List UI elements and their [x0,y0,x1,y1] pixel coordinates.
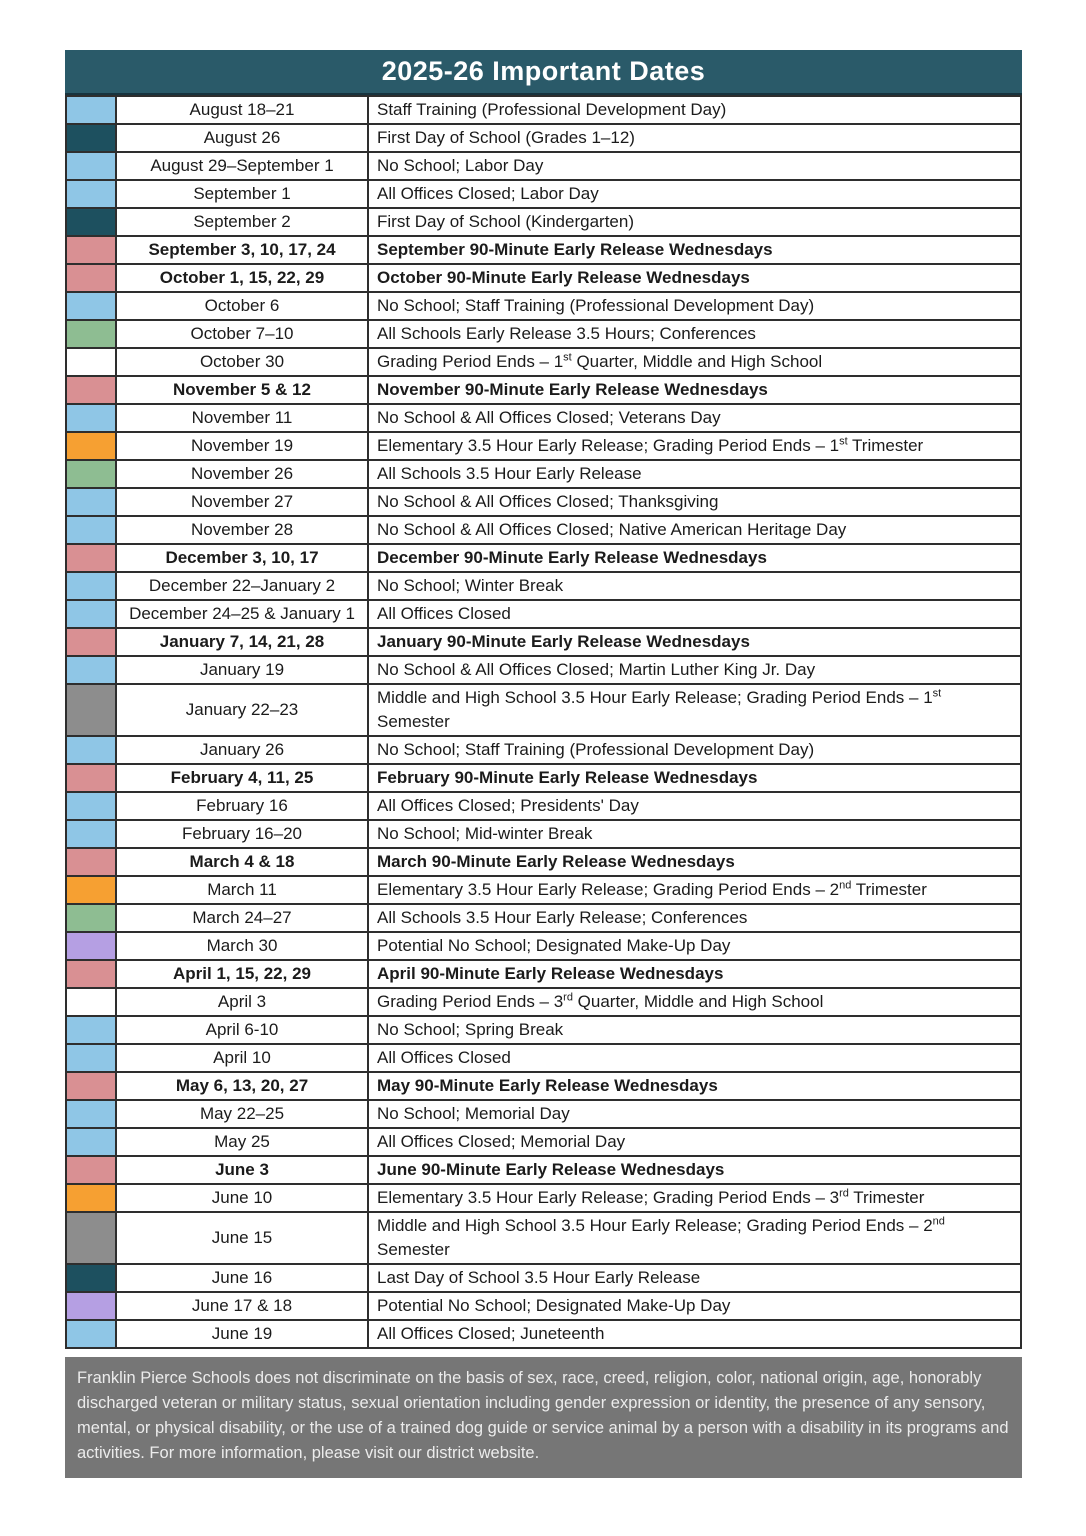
table-row [66,96,1021,124]
table-row [66,932,1021,960]
color-swatch-blue [66,96,116,124]
table-row [66,628,1021,656]
table-row [66,656,1021,684]
event-cell: No School; Memorial Day [368,1100,1021,1128]
date-cell: March 24–27 [116,904,368,932]
event-cell: Middle and High School 3.5 Hour Early Release; Grading Period Ends – 2nd Semester [368,1212,1021,1264]
event-cell: No School & All Offices Closed; Native American Heritage Day [368,516,1021,544]
date-cell: October 30 [116,348,368,376]
date-cell: April 1, 15, 22, 29 [116,960,368,988]
table-row [66,488,1021,516]
event-cell: First Day of School (Grades 1–12) [368,124,1021,152]
date-cell: November 5 & 12 [116,376,368,404]
page-title-text: 2025-26 Important Dates [381,56,706,86]
table-row [66,764,1021,792]
date-cell: October 6 [116,292,368,320]
date-cell: February 16–20 [116,820,368,848]
event-cell: December 90-Minute Early Release Wednesdays [368,544,1021,572]
event-cell: November 90-Minute Early Release Wednesdays [368,376,1021,404]
color-swatch-blue [66,792,116,820]
date-cell: December 24–25 & January 1 [116,600,368,628]
date-cell: August 29–September 1 [116,152,368,180]
event-cell: Grading Period Ends – 3rd Quarter, Middle and High School [368,988,1021,1016]
color-swatch-salmon [66,376,116,404]
date-cell: January 26 [116,736,368,764]
color-swatch-green [66,320,116,348]
table-row [66,572,1021,600]
event-cell: Last Day of School 3.5 Hour Early Release [368,1264,1021,1292]
date-cell: November 28 [116,516,368,544]
color-swatch-teal [66,208,116,236]
table-row [66,180,1021,208]
table-row [66,1072,1021,1100]
event-cell: All Offices Closed; Presidents' Day [368,792,1021,820]
color-swatch-salmon [66,236,116,264]
color-swatch-teal [66,124,116,152]
event-cell: Middle and High School 3.5 Hour Early Release; Grading Period Ends – 1st Semester [368,684,1021,736]
color-swatch-blue [66,404,116,432]
nondiscrimination-notice: Franklin Pierce Schools does not discriminate on the basis of sex, race, creed, religion, color, national origin, age, honorably discharged veteran or military status, sexual orientation including gender expression or identity, the presence of any sensory, mental, or physical disability, or the use of a trained dog guide or service animal by a person with a disability in its programs and activities. For more information, please visit our district website. [65,1357,1022,1478]
date-cell: April 6-10 [116,1016,368,1044]
table-row [66,1292,1021,1320]
color-swatch-orange [66,432,116,460]
date-cell: May 25 [116,1128,368,1156]
date-cell: December 3, 10, 17 [116,544,368,572]
event-cell: All Schools Early Release 3.5 Hours; Conferences [368,320,1021,348]
date-cell: March 4 & 18 [116,848,368,876]
event-cell: All Schools 3.5 Hour Early Release; Conferences [368,904,1021,932]
color-swatch-gray [66,1212,116,1264]
color-swatch-orange [66,876,116,904]
date-cell: November 27 [116,488,368,516]
event-cell: No School; Staff Training (Professional Development Day) [368,292,1021,320]
page-title [65,50,1022,95]
event-cell: First Day of School (Kindergarten) [368,208,1021,236]
table-row [66,292,1021,320]
date-cell: March 11 [116,876,368,904]
table-row [66,1128,1021,1156]
event-cell: All Offices Closed; Labor Day [368,180,1021,208]
table-row [66,988,1021,1016]
event-cell: April 90-Minute Early Release Wednesdays [368,960,1021,988]
event-cell: No School & All Offices Closed; Martin Luther King Jr. Day [368,656,1021,684]
color-swatch-blue [66,572,116,600]
color-swatch-blue [66,656,116,684]
date-cell: February 16 [116,792,368,820]
color-swatch-salmon [66,628,116,656]
event-cell: Elementary 3.5 Hour Early Release; Grading Period Ends – 1st Trimester [368,432,1021,460]
table-row [66,848,1021,876]
color-swatch-blue [66,488,116,516]
date-cell: September 1 [116,180,368,208]
table-row [66,600,1021,628]
color-swatch-blue [66,1100,116,1128]
date-cell: October 1, 15, 22, 29 [116,264,368,292]
date-cell: September 3, 10, 17, 24 [116,236,368,264]
date-cell: November 26 [116,460,368,488]
table-row [66,1156,1021,1184]
color-swatch-blue [66,180,116,208]
event-cell: No School; Spring Break [368,1016,1021,1044]
event-cell: June 90-Minute Early Release Wednesdays [368,1156,1021,1184]
event-cell: No School; Staff Training (Professional Development Day) [368,736,1021,764]
table-row [66,264,1021,292]
color-swatch-salmon [66,1156,116,1184]
table-row [66,460,1021,488]
color-swatch-purple [66,932,116,960]
color-swatch-salmon [66,764,116,792]
table-row [66,320,1021,348]
table-row [66,684,1021,736]
color-swatch-gray [66,684,116,736]
color-swatch-green [66,460,116,488]
date-cell: August 18–21 [116,96,368,124]
event-cell: All Offices Closed; Memorial Day [368,1128,1021,1156]
event-cell: All Offices Closed; Juneteenth [368,1320,1021,1348]
date-cell: June 16 [116,1264,368,1292]
date-cell: March 30 [116,932,368,960]
table-row [66,1016,1021,1044]
table-row [66,904,1021,932]
color-swatch-blue [66,152,116,180]
color-swatch-blue [66,1016,116,1044]
date-cell: May 22–25 [116,1100,368,1128]
date-cell: January 22–23 [116,684,368,736]
table-row [66,820,1021,848]
event-cell: No School & All Offices Closed; Veterans Day [368,404,1021,432]
color-swatch-purple [66,1292,116,1320]
color-swatch-salmon [66,960,116,988]
important-dates-table [65,95,1022,1349]
table-row [66,348,1021,376]
color-swatch-blue [66,736,116,764]
date-cell: November 19 [116,432,368,460]
color-swatch-salmon [66,848,116,876]
date-cell: June 19 [116,1320,368,1348]
date-cell: September 2 [116,208,368,236]
color-swatch-salmon [66,1072,116,1100]
color-swatch-blue [66,1044,116,1072]
date-cell: August 26 [116,124,368,152]
table-body [66,96,1021,1348]
date-cell: December 22–January 2 [116,572,368,600]
event-cell: May 90-Minute Early Release Wednesdays [368,1072,1021,1100]
date-cell: June 10 [116,1184,368,1212]
event-cell: No School; Labor Day [368,152,1021,180]
table-row [66,404,1021,432]
table-row [66,1264,1021,1292]
date-cell: June 3 [116,1156,368,1184]
table-row [66,544,1021,572]
table-row [66,792,1021,820]
color-swatch-teal [66,1264,116,1292]
event-cell: March 90-Minute Early Release Wednesdays [368,848,1021,876]
color-swatch-white [66,988,116,1016]
table-row [66,516,1021,544]
date-cell: June 17 & 18 [116,1292,368,1320]
table-row [66,376,1021,404]
table-row [66,236,1021,264]
event-cell: Staff Training (Professional Development Day) [368,96,1021,124]
date-cell: November 11 [116,404,368,432]
event-cell: No School; Winter Break [368,572,1021,600]
date-cell: January 19 [116,656,368,684]
table-row [66,736,1021,764]
table-row [66,124,1021,152]
color-swatch-blue [66,516,116,544]
event-cell: September 90-Minute Early Release Wednesdays [368,236,1021,264]
table-row [66,152,1021,180]
table-row [66,432,1021,460]
event-cell: No School; Mid-winter Break [368,820,1021,848]
color-swatch-orange [66,1184,116,1212]
event-cell: February 90-Minute Early Release Wednesdays [368,764,1021,792]
color-swatch-salmon [66,264,116,292]
event-cell: October 90-Minute Early Release Wednesdays [368,264,1021,292]
table-row [66,1184,1021,1212]
date-cell: January 7, 14, 21, 28 [116,628,368,656]
color-swatch-white [66,348,116,376]
event-cell: All Schools 3.5 Hour Early Release [368,460,1021,488]
event-cell: January 90-Minute Early Release Wednesdays [368,628,1021,656]
color-swatch-blue [66,600,116,628]
date-cell: June 15 [116,1212,368,1264]
color-swatch-blue [66,292,116,320]
event-cell: All Offices Closed [368,1044,1021,1072]
date-cell: May 6, 13, 20, 27 [116,1072,368,1100]
color-swatch-green [66,904,116,932]
table-row [66,1212,1021,1264]
table-row [66,876,1021,904]
color-swatch-blue [66,820,116,848]
date-cell: April 3 [116,988,368,1016]
table-row [66,1100,1021,1128]
date-cell: February 4, 11, 25 [116,764,368,792]
event-cell: Elementary 3.5 Hour Early Release; Grading Period Ends – 2nd Trimester [368,876,1021,904]
event-cell: Elementary 3.5 Hour Early Release; Grading Period Ends – 3rd Trimester [368,1184,1021,1212]
table-row [66,1320,1021,1348]
event-cell: All Offices Closed [368,600,1021,628]
event-cell: Potential No School; Designated Make-Up Day [368,1292,1021,1320]
calendar-page [65,50,1022,1478]
table-row [66,1044,1021,1072]
table-row [66,960,1021,988]
color-swatch-blue [66,1128,116,1156]
table-row [66,208,1021,236]
event-cell: No School & All Offices Closed; Thanksgiving [368,488,1021,516]
event-cell: Potential No School; Designated Make-Up Day [368,932,1021,960]
date-cell: April 10 [116,1044,368,1072]
date-cell: October 7–10 [116,320,368,348]
color-swatch-salmon [66,544,116,572]
color-swatch-blue [66,1320,116,1348]
event-cell: Grading Period Ends – 1st Quarter, Middle and High School [368,348,1021,376]
